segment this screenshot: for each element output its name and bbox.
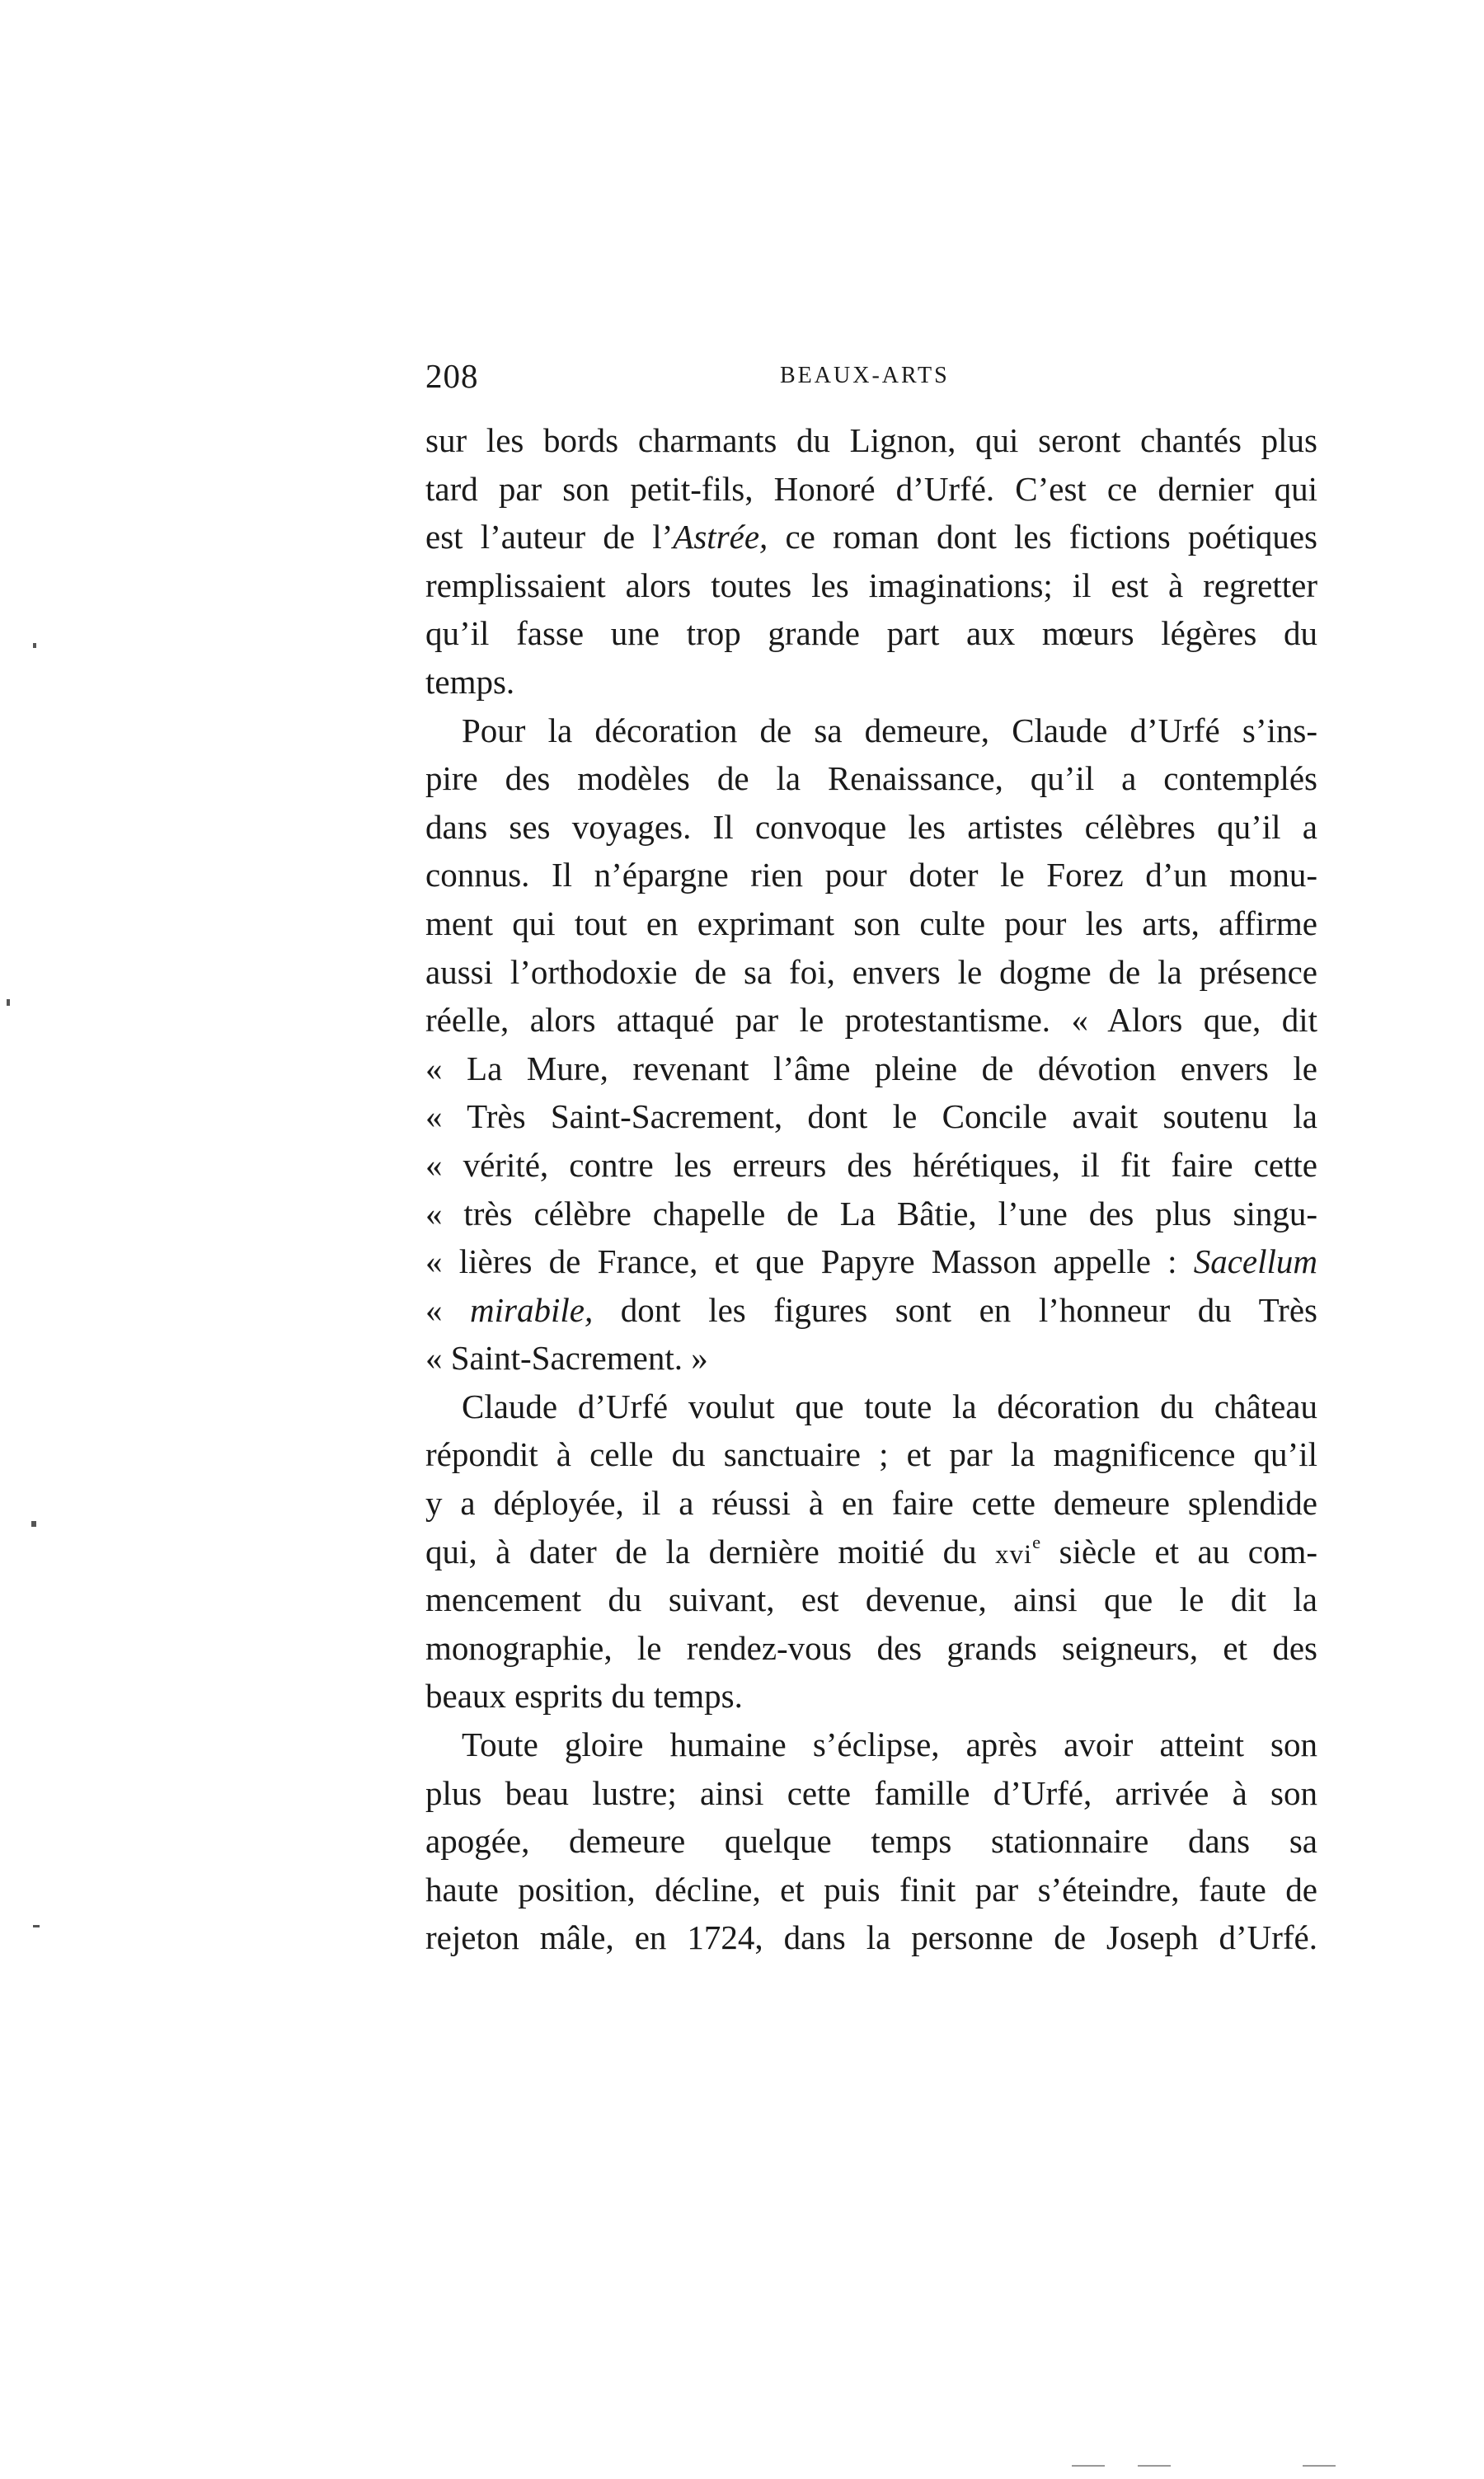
text-line: temps. [425,662,515,701]
scan-mark [7,999,10,1006]
text-line: Toute gloire humaine s’éclipse, après avoir atteint son [462,1725,1317,1764]
text-line: répondit à celle du sanctuaire ; et par la magnificence qu’il [425,1435,1317,1474]
page-header [425,356,953,406]
text-line: apogée, demeure quelque temps stationnaire dans sa [425,1822,1317,1861]
text-line: remplissaient alors toutes les imaginations; il est à regretter [425,566,1317,604]
scan-mark [31,1521,36,1527]
text-line: tard par son petit-fils, Honoré d’Urfé. C’est ce dernier qui [425,469,1317,508]
body-text [425,416,1317,1962]
text-line: « lières de France, et que Papyre Masson appelle : Sacellum [425,1242,1317,1281]
scan-mark [33,643,36,648]
text-line: sur les bords charmants du Lignon, qui seront chantés plus [425,421,1317,459]
text-line: dans ses voyages. Il convoque les artistes célèbres qu’il a [425,807,1317,846]
text-line: Claude d’Urfé voulut que toute la décoration du château [462,1387,1317,1425]
text-line: « mirabile, dont les figures sont en l’honneur du Très [425,1290,1317,1329]
page-number: 208 [425,357,479,395]
text-line: « très célèbre chapelle de La Bâtie, l’une des plus singu- [425,1194,1317,1232]
italic-phrase: Sacellum [1193,1242,1317,1281]
century-numeral: xvi [995,1539,1033,1570]
text-line: plus beau lustre; ainsi cette famille d’Urfé, arrivée à son [425,1773,1317,1812]
text-line: ment qui tout en exprimant son culte pour les arts, affirme [425,904,1317,942]
text-line: qui, à dater de la dernière moitié du xvi$^e$ siècle et au com- [425,1531,1317,1571]
italic-title: Astrée, [673,518,768,556]
scan-mark [1072,2465,1105,2467]
text-line: y a déployée, il a réussi à en faire cette demeure splendide [425,1484,1317,1523]
text-line: beaux esprits du temps. [425,1677,743,1716]
text-line: « Très Saint-Sacrement, dont le Concile avait soutenu la [425,1097,1317,1136]
scan-mark [1138,2465,1171,2467]
text-line: mencement du suivant, est devenue, ainsi que le dit la [425,1580,1317,1619]
running-head: BEAUX-ARTS [780,363,950,388]
text-line: haute position, décline, et puis finit par s’éteindre, faute de [425,1870,1317,1909]
scan-mark [1303,2465,1336,2467]
text-line: rejeton mâle, en 1724, dans la personne de Joseph d’Urfé. [425,1918,1317,1957]
text-line: est l’auteur de l’Astrée, ce roman dont les fictions poétiques [425,518,1318,556]
text-line: réelle, alors attaqué par le protestantisme. « Alors que, dit [425,1001,1317,1040]
text-line: connus. Il n’épargne rien pour doter le Forez d’un monu- [425,856,1317,894]
text-line: « vérité, contre les erreurs des hérétiques, il fit faire cette [425,1145,1317,1184]
text-line: aussi l’orthodoxie de sa foi, envers le dogme de la présence [425,952,1317,991]
italic-phrase: mirabile, [470,1290,594,1329]
text-line: « Saint-Sacrement. » [425,1339,708,1378]
text-line: « La Mure, revenant l’âme pleine de dévotion envers le [425,1049,1317,1087]
text-line: pire des modèles de la Renaissance, qu’il a contemplés [425,759,1317,798]
scan-mark [33,1925,40,1927]
text-line: qu’il fasse une trop grande part aux mœurs légères du [425,614,1317,653]
text-line: Pour la décoration de sa demeure, Claude d’Urfé s’ins- [462,711,1317,749]
text-line: monographie, le rendez-vous des grands seigneurs, et des [425,1628,1317,1667]
